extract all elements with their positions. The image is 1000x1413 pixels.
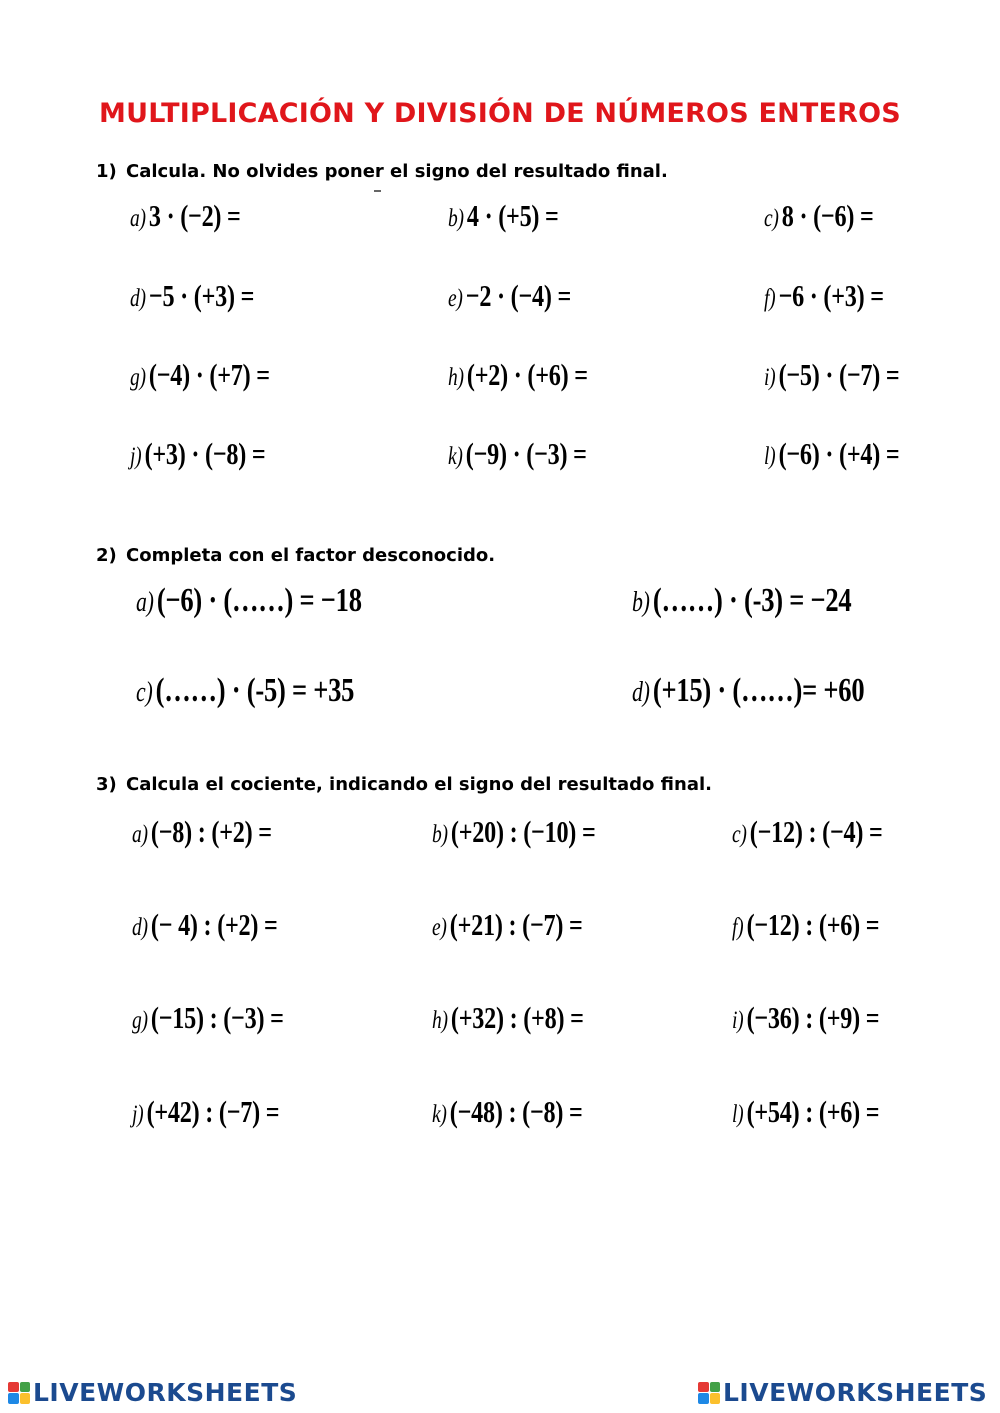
exercise-2d[interactable]: d)(+15) · (……)= +60 <box>632 672 865 709</box>
exercise-3d[interactable]: d) (− 4) : (+2) = <box>132 907 278 942</box>
exercise-1g[interactable]: g) (−4) · (+7) = <box>130 357 270 392</box>
exercise-1i[interactable]: i) (−5) · (−7) = <box>764 357 900 392</box>
exercise-1f[interactable]: f) −6 · (+3) = <box>764 278 884 313</box>
exercise-3l[interactable]: l) (+54) : (+6) = <box>732 1094 880 1129</box>
exercise-3i[interactable]: i) (−36) : (+9) = <box>732 1000 880 1035</box>
section-3-number: 3) <box>96 774 117 795</box>
worksheet-title: MULTIPLICACIÓN Y DIVISIÓN DE NÚMEROS ENTEROS <box>99 98 901 129</box>
exercise-1j[interactable]: j) (+3) · (−8) = <box>130 436 266 471</box>
exercise-1b[interactable]: b) 4 · (+5) = <box>448 198 559 233</box>
exercise-1e[interactable]: e) −2 · (−4) = <box>448 278 572 313</box>
text-cursor-mark <box>374 190 381 192</box>
section-2-heading <box>96 545 495 566</box>
liveworksheets-icon <box>8 1382 30 1404</box>
exercise-3b[interactable]: b) (+20) : (−10) = <box>432 814 596 849</box>
liveworksheets-logo-right[interactable] <box>698 1378 987 1407</box>
brand-text: LIVEWORKSHEETS <box>33 1378 298 1407</box>
exercise-2b[interactable]: b)(……) · (-3) = −24 <box>632 582 852 619</box>
exercise-2a[interactable]: a)(−6) · (……) = −18 <box>136 582 362 619</box>
brand-text: LIVEWORKSHEETS <box>723 1378 988 1407</box>
exercise-3a[interactable]: a) (−8) : (+2) = <box>132 814 272 849</box>
exercise-3e[interactable]: e) (+21) : (−7) = <box>432 907 583 942</box>
exercise-3k[interactable]: k) (−48) : (−8) = <box>432 1094 583 1129</box>
exercise-3j[interactable]: j) (+42) : (−7) = <box>132 1094 280 1129</box>
exercise-1c[interactable]: c) 8 · (−6) = <box>764 198 874 233</box>
exercise-1h[interactable]: h) (+2) · (+6) = <box>448 357 588 392</box>
liveworksheets-logo-left[interactable] <box>8 1378 297 1407</box>
section-3-text: Calcula el cociente, indicando el signo del resultado final. <box>126 774 712 795</box>
section-2-text: Completa con el factor desconocido. <box>126 545 496 566</box>
exercise-1d[interactable]: d) −5 · (+3) = <box>130 278 255 313</box>
exercise-3f[interactable]: f) (−12) : (+6) = <box>732 907 880 942</box>
exercise-1k[interactable]: k) (−9) · (−3) = <box>448 436 587 471</box>
exercise-3g[interactable]: g) (−15) : (−3) = <box>132 1000 284 1035</box>
liveworksheets-icon <box>698 1382 720 1404</box>
section-3-heading <box>96 774 712 795</box>
section-1-number: 1) <box>96 161 117 182</box>
exercise-1l[interactable]: l) (−6) · (+4) = <box>764 436 900 471</box>
exercise-2c[interactable]: c)(……) · (-5) = +35 <box>136 672 355 709</box>
exercise-1a[interactable]: a) 3 · (−2) = <box>130 198 241 233</box>
section-1-text: Calcula. No olvides poner el signo del resultado final. <box>126 161 668 182</box>
exercise-3c[interactable]: c) (−12) : (−4) = <box>732 814 883 849</box>
exercise-3h[interactable]: h) (+32) : (+8) = <box>432 1000 584 1035</box>
section-2-number: 2) <box>96 545 117 566</box>
section-1-heading <box>96 161 668 182</box>
